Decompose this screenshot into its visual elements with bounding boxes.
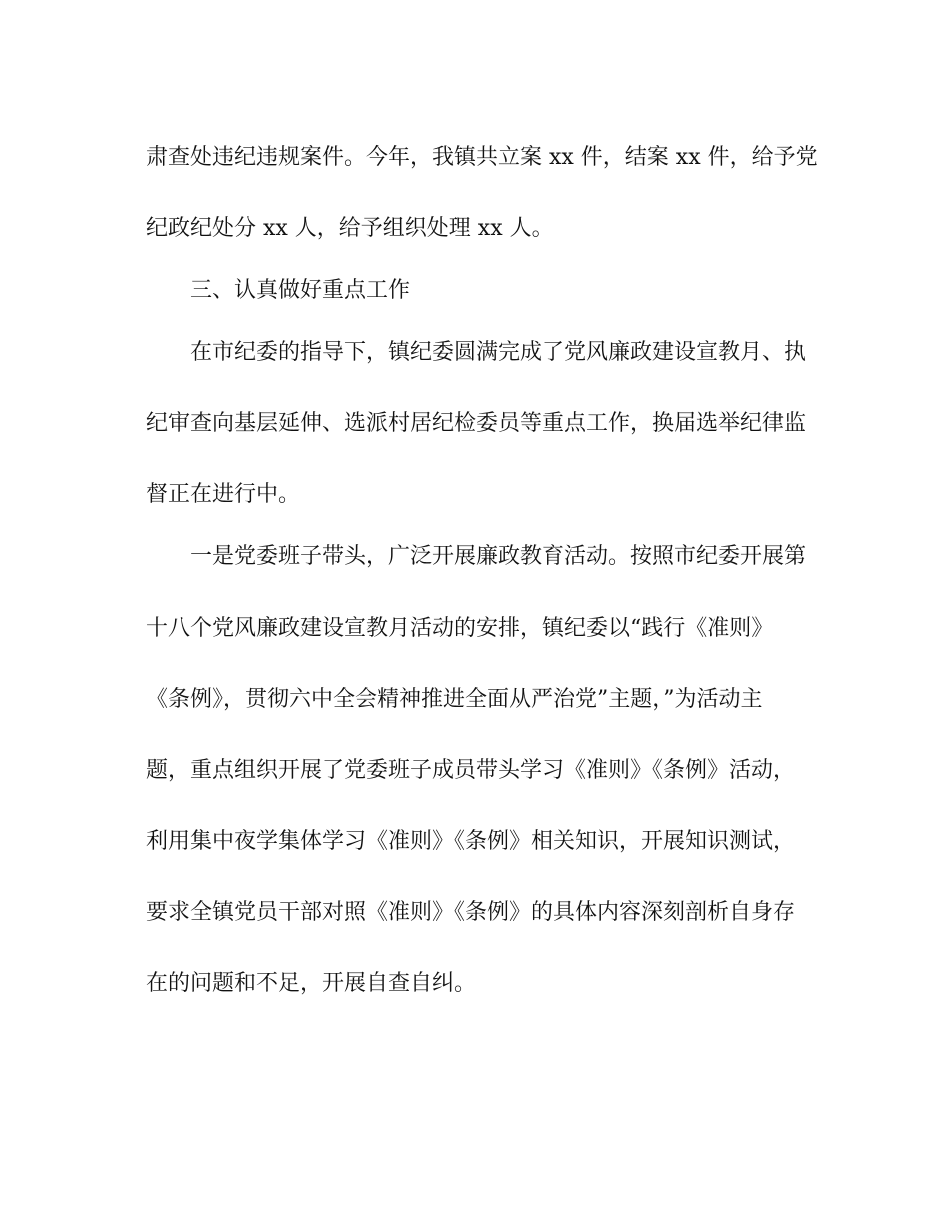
text-line-1: 肃查处违纪违规案件。今年，我镇共立案 xx 件，结案 xx 件，给予党 xyxy=(146,145,818,170)
text-line-11: 利用集中夜学集体学习《准则》《条例》相关知识，开展知识测试， xyxy=(146,829,796,854)
text-line-9: 《条例》，贯彻六中全会精神推进全面从严治党”主题，”为活动主 xyxy=(146,687,763,712)
text-line-5: 纪审查向基层延伸、选派村居纪检委员等重点工作，换届选举纪律监 xyxy=(146,411,807,436)
text-line-4: 在市纪委的指导下，镇纪委圆满完成了党风廉政建设宣教月、执 xyxy=(190,340,807,365)
text-line-6: 督正在进行中。 xyxy=(146,482,301,507)
text-line-12: 要求全镇党员干部对照《准则》《条例》的具体内容深刻剖析自身存 xyxy=(146,900,796,925)
text-line-13: 在的问题和不足，开展自查自纠。 xyxy=(146,971,477,996)
text-line-8: 十八个党风廉政建设宣教月活动的安排，镇纪委以“践行《准则》 xyxy=(146,616,774,641)
text-line-2: 纪政纪处分 xx 人，给予组织处理 xx 人。 xyxy=(146,216,554,241)
text-line-7: 一是党委班子带头，广泛开展廉政教育活动。按照市纪委开展第 xyxy=(190,544,807,569)
section-heading: 三、认真做好重点工作 xyxy=(190,278,411,303)
text-line-10: 题，重点组织开展了党委班子成员带头学习《准则》《条例》活动， xyxy=(146,758,796,783)
